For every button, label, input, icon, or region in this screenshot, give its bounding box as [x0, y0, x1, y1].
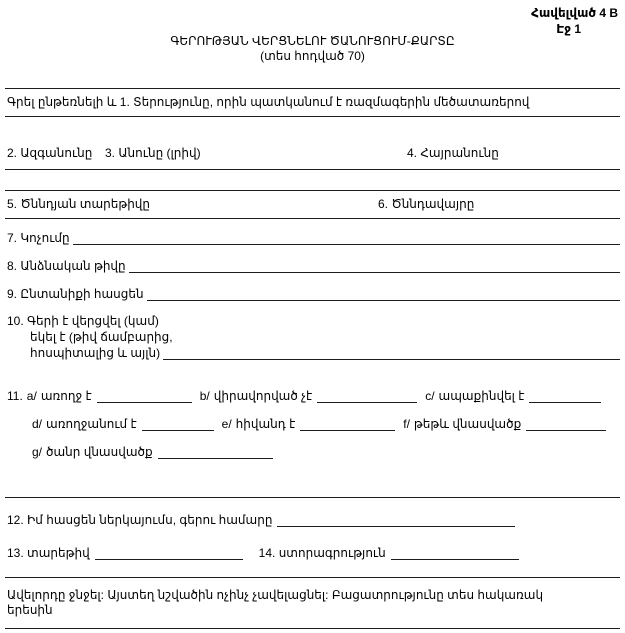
form-subtitle: (տես հոդված 70) [260, 49, 365, 63]
field-10-captured-label-line3: հոսպիտալից և այլն) [30, 346, 161, 360]
field-12-current-address-label: 12. Իմ հասցեն ներկայումս, գերու համարը [7, 513, 273, 527]
field-11a-key: a/ [26, 389, 37, 403]
field-11f-line[interactable] [526, 416, 606, 431]
field-11d-line[interactable] [142, 416, 214, 431]
field-7-rank-label: 7. Կոչումը [7, 231, 70, 245]
field-9-address-label: 9. Ընտանիքի հասցեն [7, 287, 144, 301]
field-10-captured-label-line2: եկել է (թիվ ճամբարից, [30, 330, 173, 344]
field-11g-label: ծանր վնասվածք [46, 445, 153, 459]
field-11g-line[interactable] [158, 444, 273, 459]
field-6-birthplace-label: 6. Ծննդավայրը [378, 197, 475, 211]
field-3-firstname-label: 3. Անունը (լրիվ) [105, 146, 201, 160]
field-13-date-label: 13. տարեթիվ [7, 546, 90, 560]
field-14-signature-line[interactable] [391, 545, 519, 560]
field-11-number: 11. [7, 389, 23, 403]
field-9-address-line[interactable] [147, 286, 620, 301]
field-14-signature-label: 14. ստորագրություն [258, 546, 386, 560]
field-10-captured-line[interactable] [163, 345, 620, 360]
field-1-write-line[interactable] [5, 116, 620, 117]
field-11f-key: f/ [403, 417, 410, 431]
field-8-number-line[interactable] [129, 258, 620, 273]
field-11b-line[interactable] [317, 388, 417, 403]
field-11b-key: b/ [199, 389, 210, 403]
fields-5-6-write-line[interactable] [5, 218, 620, 219]
field-11d-key: d/ [32, 417, 43, 431]
field-11a-line[interactable] [97, 388, 192, 403]
footer-note-line2: երեսին [7, 603, 53, 617]
field-1-power-label: Գրել ընթեռնելի և 1. Տերությունը, որին պատկանում է ռազմագերին մեծատառերով [7, 95, 530, 109]
divider [5, 628, 620, 629]
field-11e-label: հիվանդ է [235, 417, 296, 431]
field-11g-key: g/ [32, 445, 43, 459]
annex-label: Հավելված 4 B [531, 6, 618, 20]
field-2-surname-label: 2. Ազգանունը [7, 146, 93, 160]
field-11c-key: c/ [425, 389, 435, 403]
field-4-patronymic-label: 4. Հայրանունը [407, 146, 499, 160]
field-8-number-label: 8. Անձնական թիվը [7, 259, 126, 273]
field-7-rank-line[interactable] [73, 230, 620, 245]
divider [5, 577, 620, 578]
field-11f-label: թեթև վնասվածք [413, 417, 522, 431]
field-11e-key: e/ [221, 417, 232, 431]
field-5-birthdate-label: 5. Ծննդյան տարեթիվը [7, 197, 151, 211]
field-12-current-address-line[interactable] [277, 512, 515, 527]
field-10-captured-label-line1: 10. Գերի է վերցվել (կամ) [7, 314, 159, 328]
fields-2-4-write-line[interactable] [5, 169, 620, 170]
field-11c-line[interactable] [529, 388, 601, 403]
divider [5, 88, 620, 89]
field-11a-label: առողջ է [40, 389, 92, 403]
page-number: Էջ 1 [556, 22, 581, 36]
fields-2-4-write-line-2[interactable] [5, 190, 620, 191]
field-11d-label: առողջանում է [46, 417, 137, 431]
divider [5, 497, 620, 498]
field-11b-label: վիրավորված չէ [213, 389, 313, 403]
field-13-date-line[interactable] [95, 545, 243, 560]
footer-note-line1: Ավելորդը ջնջել: Այստեղ նշվածին ոչինչ չավելացնել: Բացատրությունը տես հակառակ [7, 588, 544, 602]
field-11e-line[interactable] [300, 416, 395, 431]
field-11c-label: ապաքինվել է [438, 389, 525, 403]
form-title: ԳԵՐՈՒԹՅԱՆ ՎԵՐՑՆԵԼՈՒ ԾԱՆՈՒՑՈՒՄ-ՔԱՐՏԸ [170, 34, 455, 48]
